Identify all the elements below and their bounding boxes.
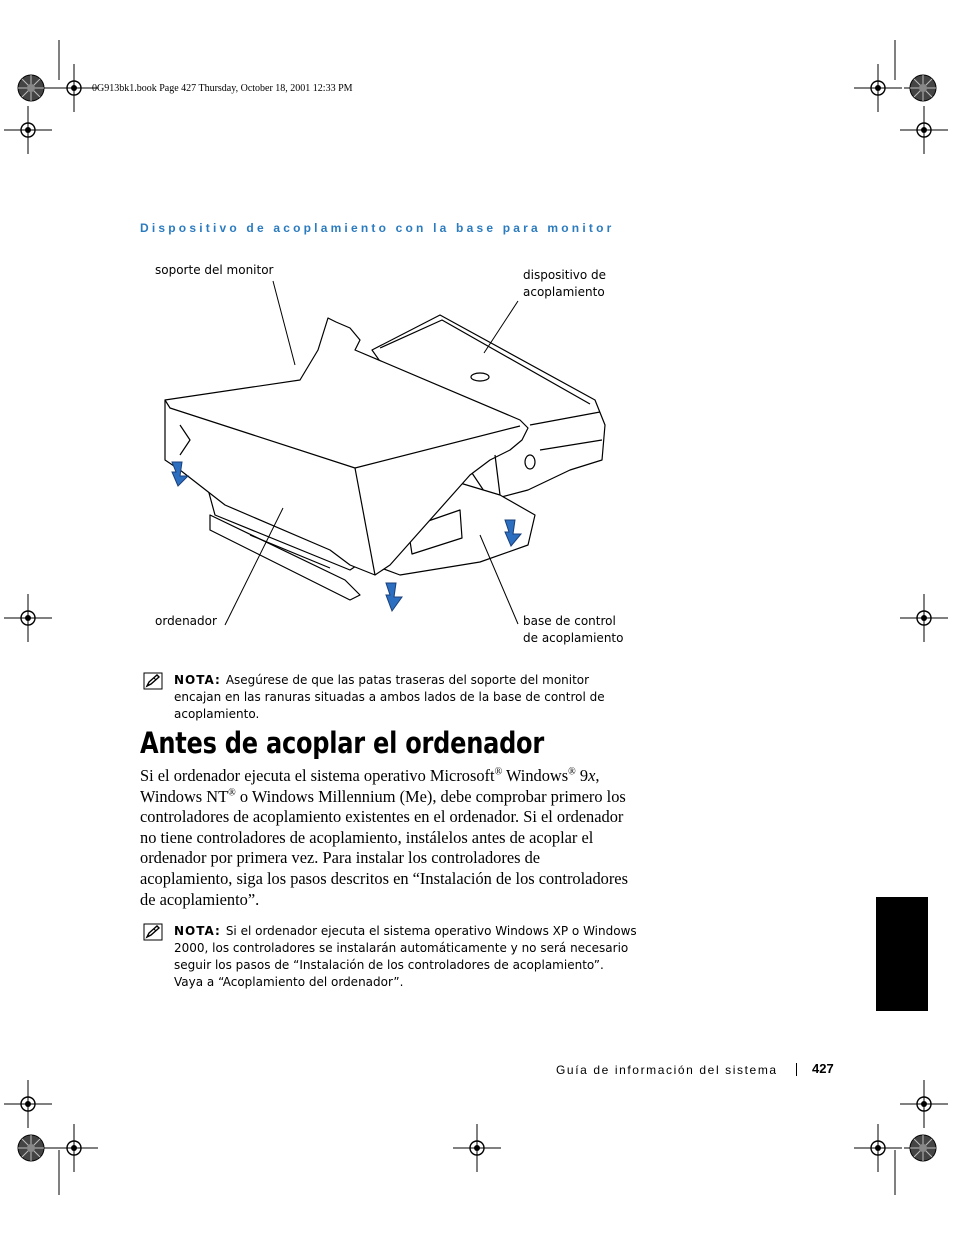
note-text: Asegúrese de que las patas traseras del soporte del monitor encajan en las ranuras situadas a ambos lados de la base de control de acoplamiento. bbox=[174, 673, 605, 721]
body-text-part: Windows NT bbox=[140, 786, 229, 806]
callout-docking-device-line1: dispositivo de bbox=[523, 268, 607, 282]
callout-docking-base-line2: de acoplamiento bbox=[523, 631, 624, 645]
body-text-part: Si el ordenador ejecuta el sistema operativo Microsoft bbox=[140, 766, 495, 785]
callout-docking-device bbox=[523, 267, 606, 301]
page-number: 427 bbox=[812, 1061, 834, 1076]
note-label: NOTA: bbox=[174, 673, 221, 687]
body-text-italic: x bbox=[588, 766, 596, 785]
note-line: seguir los pasos de “Instalación de los controladores de acoplamiento”. bbox=[174, 958, 604, 972]
callout-docking-base-line1: base de control bbox=[523, 614, 616, 628]
callout-docking-device-line2: acoplamiento bbox=[523, 285, 605, 299]
body-text-part: , bbox=[595, 766, 600, 785]
body-text-part: Windows bbox=[502, 766, 569, 785]
note-line: Si el ordenador ejecuta el sistema operativo Windows XP o Windows bbox=[225, 924, 637, 938]
body-paragraph bbox=[140, 766, 630, 910]
registered-mark: ® bbox=[568, 766, 576, 778]
page-heading: Antes de acoplar el ordenador bbox=[140, 726, 544, 760]
note-label: NOTA: bbox=[174, 924, 221, 938]
note-windows-xp bbox=[174, 923, 644, 991]
body-text-part: o Windows Millennium (Me), debe comprobar primero los controladores de acoplamiento existentes en el ordenador. Si el ordenador no tiene controladores de acoplamiento, instálelos antes de acoplar el ordenador por primera vez. Para instalar los controladores de acoplamiento, siga los pasos descritos en “Instalación de los controladores de acoplamiento”. bbox=[140, 786, 628, 909]
callout-docking-base bbox=[523, 613, 623, 647]
print-header: 0G913bk1.book Page 427 Thursday, October 18, 2001 12:33 PM bbox=[92, 83, 353, 94]
note-line: 2000, los controladores se instalarán automáticamente y no será necesario bbox=[174, 941, 629, 955]
footer-guide-title: Guía de información del sistema bbox=[556, 1063, 778, 1077]
registered-mark: ® bbox=[228, 787, 236, 799]
callout-monitor-stand: soporte del monitor bbox=[155, 263, 274, 277]
callout-computer: ordenador bbox=[155, 614, 217, 628]
note-pencil-icon bbox=[143, 672, 163, 690]
note-pencil-icon bbox=[143, 923, 163, 941]
body-text-part: 9 bbox=[575, 766, 589, 785]
chapter-thumb-tab bbox=[876, 897, 928, 1011]
footer-separator bbox=[796, 1063, 797, 1076]
registered-mark: ® bbox=[494, 766, 503, 778]
note-line: Vaya a “Acoplamiento del ordenador”. bbox=[174, 975, 404, 989]
section-title: Dispositivo de acoplamiento con la base para monitor bbox=[140, 221, 615, 235]
note-stand-legs bbox=[174, 672, 634, 723]
